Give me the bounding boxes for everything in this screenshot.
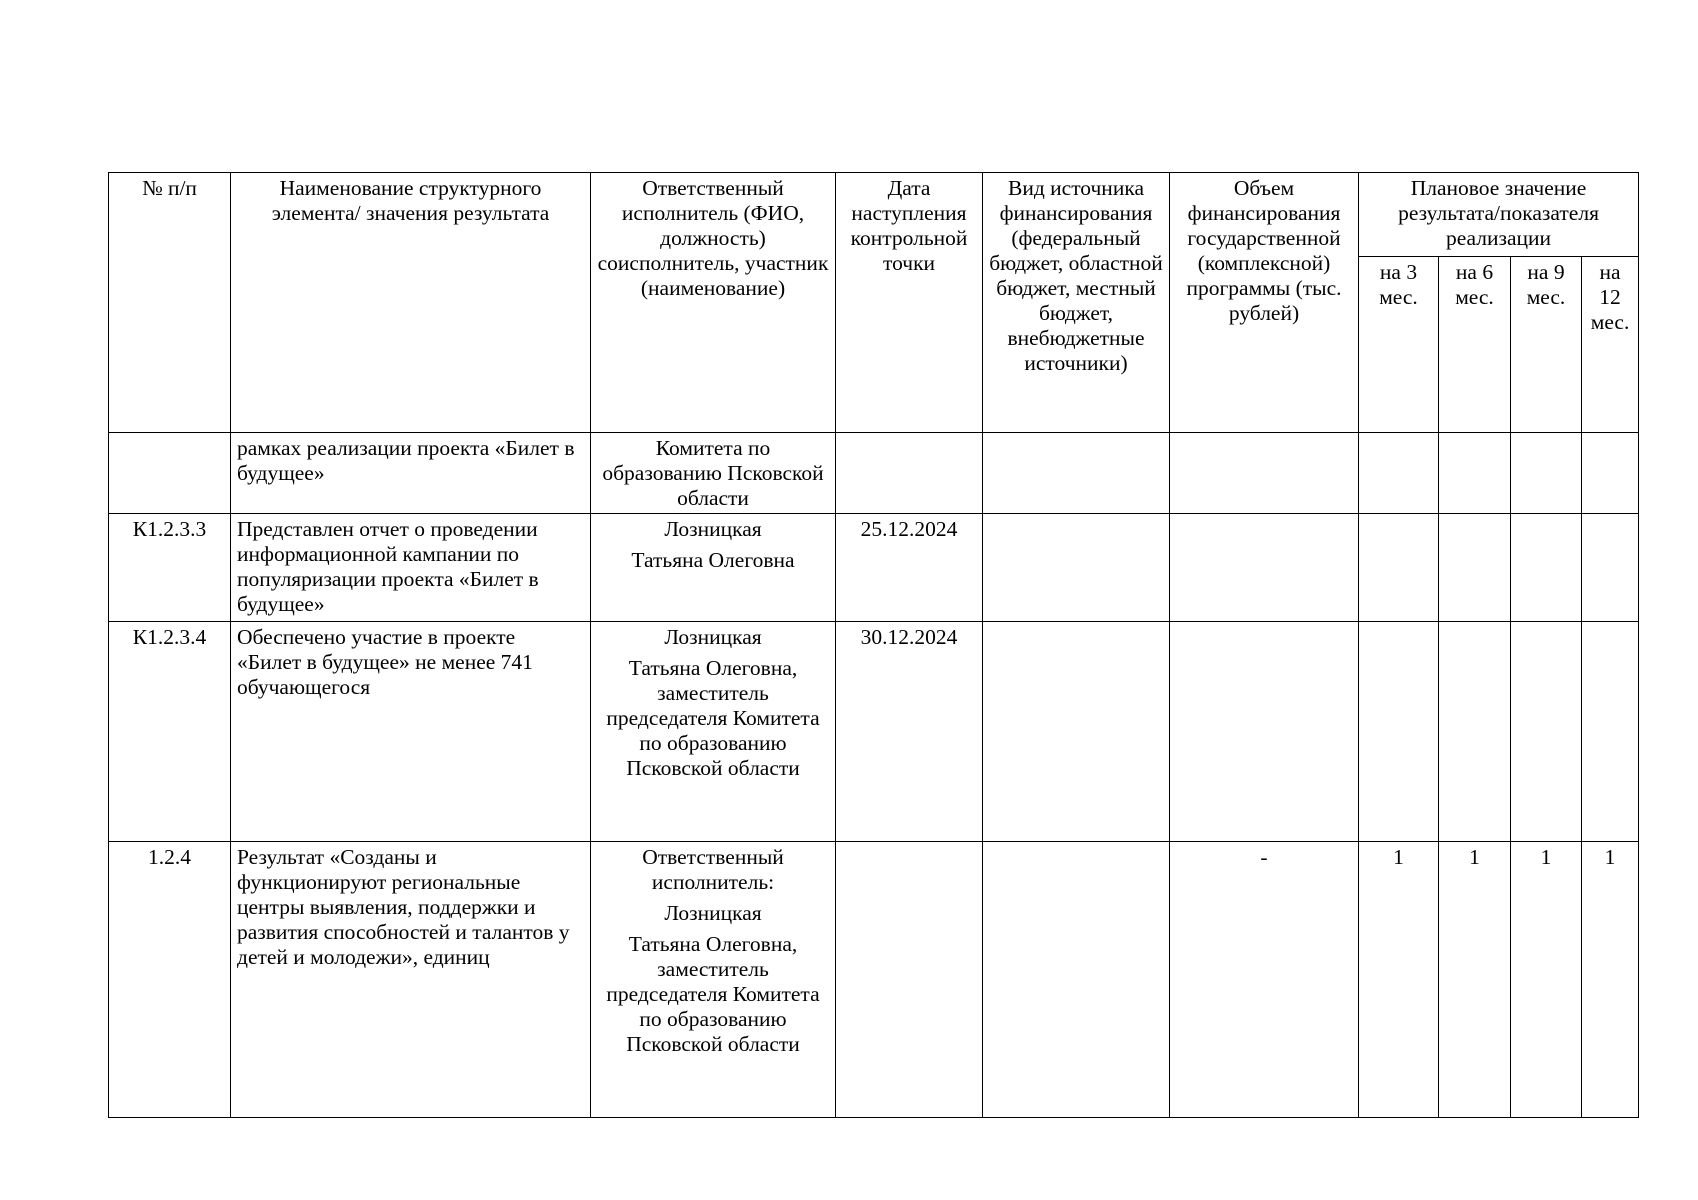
header-q12: на 12 мес. xyxy=(1582,257,1639,433)
row-responsible xyxy=(591,514,836,622)
row-q12: 1 xyxy=(1582,842,1639,1118)
row-volume xyxy=(1170,622,1359,842)
row-responsible xyxy=(591,433,836,514)
header-q6: на 6 мес. xyxy=(1439,257,1511,433)
row-responsible xyxy=(591,842,836,1118)
row-q9 xyxy=(1511,433,1582,514)
row-q3: 1 xyxy=(1359,842,1439,1118)
responsible-line: Ответственный исполнитель: xyxy=(642,845,784,894)
responsible-line: Татьяна Олеговна, заместитель председателя Комитета по образованию Псковской области xyxy=(606,932,820,1056)
responsible-line: Татьяна Олеговна, заместитель председателя Комитета по образованию Псковской области xyxy=(606,656,820,780)
row-q3 xyxy=(1359,622,1439,842)
row-name: Представлен отчет о проведении информационной кампании по популяризации проекта «Билет в будущее» xyxy=(231,514,591,622)
row-q9: 1 xyxy=(1511,842,1582,1118)
row-volume xyxy=(1170,514,1359,622)
header-source: Вид источника финансирования (федеральный бюджет, областной бюджет, местный бюджет, внебюджетные источники) xyxy=(983,173,1170,433)
header-row xyxy=(109,173,1639,257)
row-q12 xyxy=(1582,433,1639,514)
row-q9 xyxy=(1511,514,1582,622)
row-num: К1.2.3.4 xyxy=(109,622,231,842)
header-q3: на 3 мес. xyxy=(1359,257,1439,433)
row-q3 xyxy=(1359,433,1439,514)
header-volume: Объем финансирования государственной (комплексной) программы (тыс. рублей) xyxy=(1170,173,1359,433)
row-q6 xyxy=(1439,514,1511,622)
document-sheet xyxy=(108,172,1639,1118)
row-q6: 1 xyxy=(1439,842,1511,1118)
row-q3 xyxy=(1359,514,1439,622)
header-q9: на 9 мес. xyxy=(1511,257,1582,433)
row-source xyxy=(983,433,1170,514)
plan-table xyxy=(108,172,1639,1118)
row-source xyxy=(983,514,1170,622)
table-row xyxy=(109,514,1639,622)
header-name: Наименование структурного элемента/ значения результата xyxy=(231,173,591,433)
responsible-line: Лозницкая xyxy=(664,901,762,925)
row-date: 25.12.2024 xyxy=(836,514,983,622)
row-source xyxy=(983,842,1170,1118)
responsible-line: Лозницкая xyxy=(664,517,762,541)
table-row xyxy=(109,622,1639,842)
row-q6 xyxy=(1439,622,1511,842)
row-name: Результат «Созданы и функционируют региональные центры выявления, поддержки и развития способностей и талантов у детей и молодежи», единиц xyxy=(231,842,591,1118)
responsible-line: Татьяна Олеговна xyxy=(631,548,795,572)
row-q9 xyxy=(1511,622,1582,842)
row-responsible xyxy=(591,622,836,842)
row-source xyxy=(983,622,1170,842)
header-planned: Плановое значение результата/показателя реализации xyxy=(1359,173,1639,257)
header-responsible: Ответственный исполнитель (ФИО, должность) соисполнитель, участник (наименование) xyxy=(591,173,836,433)
row-name: рамках реализации проекта «Билет в будущее» xyxy=(231,433,591,514)
header-num: № п/п xyxy=(109,173,231,433)
row-num: 1.2.4 xyxy=(109,842,231,1118)
row-num: К1.2.3.3 xyxy=(109,514,231,622)
row-q6 xyxy=(1439,433,1511,514)
row-date xyxy=(836,433,983,514)
responsible-line: Комитета по образованию Псковской области xyxy=(602,436,824,510)
row-volume xyxy=(1170,433,1359,514)
row-date: 30.12.2024 xyxy=(836,622,983,842)
row-volume: - xyxy=(1170,842,1359,1118)
responsible-line: Лозницкая xyxy=(664,625,762,649)
table-row xyxy=(109,433,1639,514)
row-date xyxy=(836,842,983,1118)
row-q12 xyxy=(1582,514,1639,622)
row-q12 xyxy=(1582,622,1639,842)
row-name: Обеспечено участие в проекте «Билет в будущее» не менее 741 обучающегося xyxy=(231,622,591,842)
table-row xyxy=(109,842,1639,1118)
header-date: Дата наступления контрольной точки xyxy=(836,173,983,433)
row-num xyxy=(109,433,231,514)
